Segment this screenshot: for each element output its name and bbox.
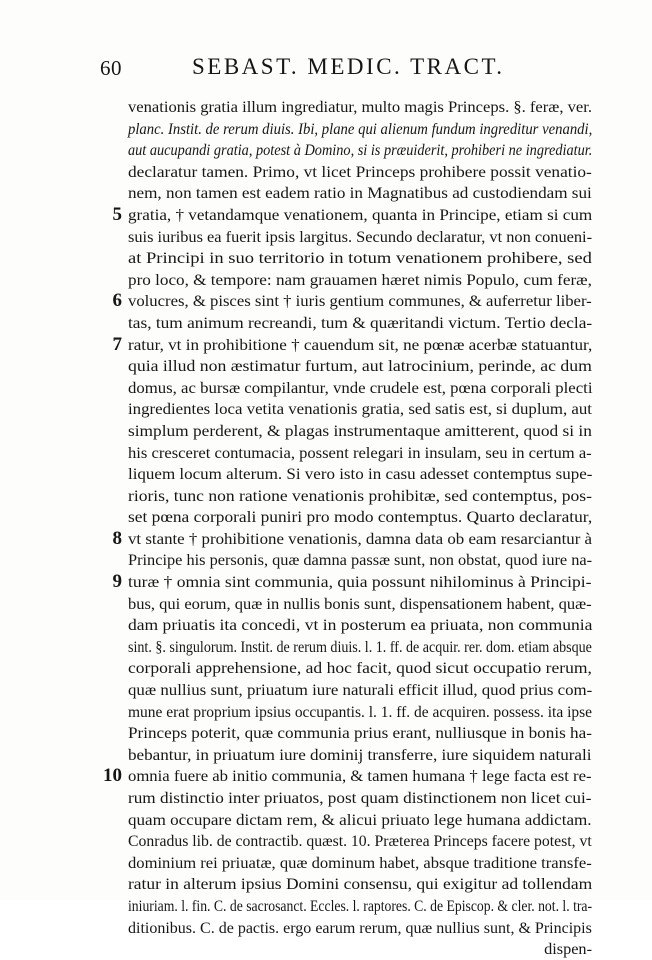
text-line xyxy=(128,485,592,507)
line-text: rioris, tunc non ratione venationis prohibitæ, sed contemptus, pos- xyxy=(128,485,592,505)
catchword: dispen- xyxy=(544,939,592,959)
text-line xyxy=(128,161,592,183)
margin-number: 7 xyxy=(112,333,122,355)
text-line xyxy=(128,377,592,399)
text-line xyxy=(128,312,592,334)
text-line xyxy=(128,809,592,831)
text-line xyxy=(112,203,593,226)
text-line xyxy=(128,355,592,377)
text-line xyxy=(128,420,592,442)
text-line xyxy=(128,506,592,528)
text-line xyxy=(128,722,592,744)
text-line xyxy=(128,549,592,571)
margin-number: 10 xyxy=(103,765,122,787)
line-text: venationis gratia illum ingrediatur, multo magis Princeps. §. feræ, ver. xyxy=(128,97,593,116)
line-text: Conradus lib. de contractib. quæst. 10. Præterea Princeps facere potest, vt xyxy=(128,831,592,851)
text-line xyxy=(128,139,592,161)
page-header xyxy=(100,54,580,84)
text-line xyxy=(128,463,592,485)
line-text: mune erat proprium ipsius occupantis. l. 1. ff. de acquiren. possess. ita ipse xyxy=(128,701,593,721)
line-text: at Principi in suo territorio in totum venationem prohibere, sed xyxy=(128,248,592,268)
line-text: sint. §. singulorum. Instit. de rerum diuis. l. 1. ff. de acquir. rer. dom. etiam absque xyxy=(128,636,592,656)
text-line xyxy=(128,398,592,420)
line-text: tas, tum animum recreandi, tum & quæritandi victum. Tertio decla- xyxy=(128,312,593,332)
line-text: ratur in alterum ipsius Domini consensu, qui exigitur ad tollendam xyxy=(128,874,593,894)
text-line xyxy=(128,917,592,939)
text-line xyxy=(112,333,593,356)
catchword-line xyxy=(128,938,592,960)
text-line xyxy=(128,96,592,118)
line-text: vt stante † prohibitione venationis, damna data ob eam resarciantur à xyxy=(128,528,593,548)
line-text: gratia, † vetandamque venationem, quanta in Principe, etiam si cum xyxy=(128,204,593,224)
text-line xyxy=(128,247,592,269)
line-text: ratur, vt in prohibitione † cauendum sit, ne pœnæ acerbæ statuantur, xyxy=(128,334,593,354)
running-head: SEBAST. MEDIC. TRACT. xyxy=(192,54,505,79)
line-text: dam priuatis ita concedi, vt in posterum ea priuata, non communia xyxy=(128,615,593,635)
text-line xyxy=(128,636,592,658)
text-line xyxy=(128,830,592,852)
text-line xyxy=(128,873,592,895)
line-text: aut aucupandi gratia, potest à Domino, si is præuiderit, prohiberi ne ingrediatur. xyxy=(128,140,593,160)
line-text: liquem locum alterum. Si vero isto in casu adesset contemptus supe- xyxy=(128,464,593,484)
margin-number: 6 xyxy=(112,290,122,312)
line-text: bebantur, in priuatum iure dominij transferre, iure siquidem naturali xyxy=(128,744,592,764)
text-line xyxy=(128,442,592,464)
text-line xyxy=(128,269,592,291)
text-line xyxy=(103,765,592,787)
line-text: volucres, & pisces sint † iuris gentium communes, & auferretur liber- xyxy=(128,291,592,311)
margin-number: 5 xyxy=(112,203,122,225)
line-text: dominium rei priuatæ, quæ dominum habet, absque traditione transfe- xyxy=(128,852,592,872)
line-text: ingredientes loca vetita venationis gratia, sed satis est, si duplum, aut xyxy=(128,399,592,419)
text-line xyxy=(128,701,592,723)
line-text: declaratur tamen. Primo, vt licet Princeps prohibere possit venatio- xyxy=(128,161,592,181)
margin-number: 9 xyxy=(112,571,122,593)
margin-number: 8 xyxy=(112,527,122,549)
text-line xyxy=(128,679,592,701)
line-text: turæ † omnia sint communia, quia possunt nihilominus à Principi- xyxy=(128,572,592,592)
text-line xyxy=(128,657,592,679)
text-line xyxy=(128,744,592,766)
text-line xyxy=(128,895,592,917)
line-text: set pœna corporali puniri pro modo contemptus. Quarto declaratur, xyxy=(128,507,593,527)
line-text: his cresceret contumacia, possent relegari in insulam, seu in certum a- xyxy=(128,442,592,462)
text-line xyxy=(128,614,592,636)
line-text: bus, qui eorum, quæ in nullis bonis sunt, dispensationem habent, quæ- xyxy=(128,593,592,613)
line-text: domus, ac bursæ compilantur, vnde crudele est, pœna corporali plecti xyxy=(128,377,593,397)
line-text: corporali apprehensione, ad hoc facit, quod sicut occupatio rerum, xyxy=(128,658,592,678)
line-text: rum distinctio inter priuatos, post quam distinctionem non licet cui- xyxy=(128,788,592,807)
text-line xyxy=(112,527,593,550)
line-text: ditionibus. C. de pactis. ergo earum rerum, quæ nullius sunt, & Principis xyxy=(128,917,592,937)
text-line xyxy=(128,182,592,204)
body-text xyxy=(103,96,593,960)
text-line xyxy=(128,593,592,615)
line-text: omnia fuere ab initio communia, & tamen humana † lege facta est re- xyxy=(128,766,592,786)
line-text: quia illud non æstimatur furtum, aut latrocinium, perinde, ac dum xyxy=(128,356,592,376)
text-line xyxy=(128,118,592,140)
line-text: suis iuribus ea fuerit ipsis largitus. Secundo declaratur, vt non conueni- xyxy=(128,226,593,246)
text-line xyxy=(128,852,592,874)
line-text: Princeps poterit, quæ communia prius erant, nulliusque in bonis ha- xyxy=(128,723,592,743)
line-text: planc. Instit. de rerum diuis. Ibi, plane qui alienum fundum ingreditur venandi, xyxy=(128,118,593,138)
line-text: quam occupare dictam rem, & alicui priuato lege humana addictam. xyxy=(128,809,592,829)
page-number: 60 xyxy=(100,56,122,80)
text-line xyxy=(112,571,592,593)
line-text: nem, non tamen est eadem ratio in Magnatibus ad custodiendam sui xyxy=(128,183,592,203)
line-text: Principe his personis, quæ damna passæ sunt, non obstat, quod iure na- xyxy=(128,550,593,570)
text-line xyxy=(128,787,592,809)
line-text: pro loco, & tempore: nam grauamen hæret nimis Populo, cum feræ, xyxy=(128,269,592,289)
line-text: quæ nullius sunt, priuatum iure naturali efficit illud, quod prius com- xyxy=(128,680,593,700)
line-text: simplum perderent, & plagas instrumentaque amitterent, quod si in xyxy=(128,420,592,440)
text-line xyxy=(112,290,592,312)
text-line xyxy=(128,226,592,248)
line-text: iniuriam. l. fin. C. de sacrosanct. Eccles. l. raptores. C. de Episcop. & cler. not. l. tra- xyxy=(128,895,593,915)
